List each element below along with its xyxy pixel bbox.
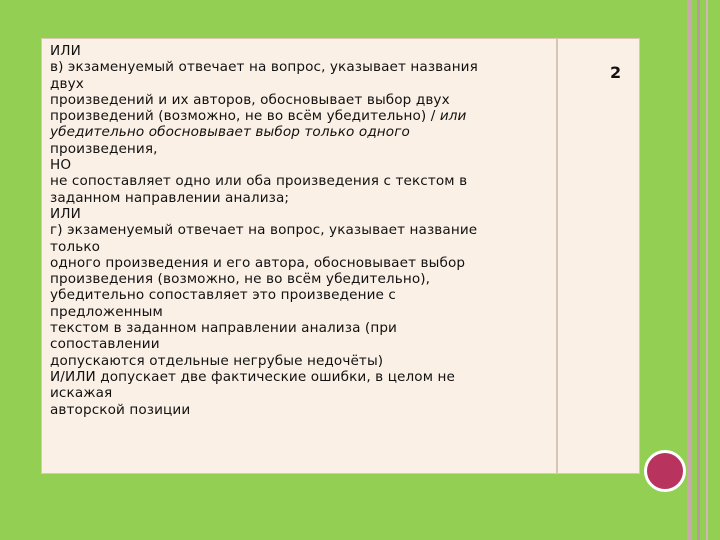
criteria-line (50, 141, 556, 157)
criteria-line (50, 385, 556, 401)
criteria-line-text: не сопоставляет одно или оба произведения с текстом в (50, 173, 468, 190)
criteria-line (50, 320, 556, 336)
criteria-line-text: одного произведения и его автора, обосновывает выбор (50, 254, 466, 271)
criteria-line-text: предложенным (50, 303, 163, 320)
criteria-line (50, 287, 556, 303)
decorative-stripe (687, 0, 692, 540)
criteria-line-text: убедительно сопоставляет это произведение с (50, 287, 396, 304)
decorative-circle (644, 450, 686, 492)
criteria-line (50, 353, 556, 369)
decorative-stripe (706, 0, 708, 540)
criteria-line-text: произведений (возможно, не во всём убедительно) / (50, 108, 436, 125)
criteria-line (50, 76, 556, 92)
criteria-line-text: сопоставлении (50, 336, 160, 353)
criteria-line (50, 402, 556, 418)
criteria-line (50, 239, 556, 255)
criteria-line-text: ИЛИ (50, 43, 81, 59)
criteria-line (50, 92, 556, 108)
criteria-line-text: только (50, 238, 101, 255)
criteria-line-text: произведений и их авторов, обосновывает выбор двух (50, 91, 450, 108)
criteria-line (50, 206, 556, 222)
criteria-line (50, 336, 556, 352)
criteria-table (41, 38, 640, 474)
criteria-line-text: ИЛИ (50, 205, 81, 222)
criteria-line-text: двух (50, 75, 84, 92)
criteria-line-text: авторской позиции (50, 401, 191, 418)
criteria-line-text: текстом в заданном направлении анализа (при (50, 320, 397, 337)
criteria-line-text: г) экзаменуемый отвечает на вопрос, указывает название (50, 222, 478, 239)
criteria-line-text: в) экзаменуемый отвечает на вопрос, указывает названия (50, 59, 478, 76)
criteria-line (50, 157, 556, 173)
criteria-line-text: заданном направлении анализа; (50, 189, 290, 206)
score-value: 2 (610, 63, 622, 82)
criteria-line-text: допускаются отдельные негрубые недочёты) (50, 352, 384, 369)
criteria-line (50, 369, 556, 385)
score-cell (558, 39, 639, 473)
criteria-text-cell (42, 39, 558, 473)
criteria-line-text: искажая (50, 385, 113, 402)
decorative-stripe (697, 0, 700, 540)
criteria-line (50, 43, 556, 59)
criteria-line-text: И/ИЛИ допускает две фактические ошибки, в целом не (50, 368, 455, 385)
criteria-line (50, 304, 556, 320)
criteria-line (50, 271, 556, 287)
criteria-line-italic-tail: или (435, 108, 467, 125)
criteria-line (50, 255, 556, 271)
criteria-line (50, 173, 556, 189)
criteria-line-text: НО (50, 157, 72, 174)
criteria-line (50, 124, 556, 140)
criteria-line (50, 222, 556, 238)
criteria-line-text: убедительно обосновывает выбор только одного (50, 124, 410, 141)
criteria-line-text: произведения, (50, 140, 158, 157)
criteria-line-text: произведения (возможно, не во всём убедительно), (50, 271, 431, 288)
criteria-line (50, 59, 556, 75)
criteria-line (50, 108, 556, 124)
criteria-line (50, 190, 556, 206)
